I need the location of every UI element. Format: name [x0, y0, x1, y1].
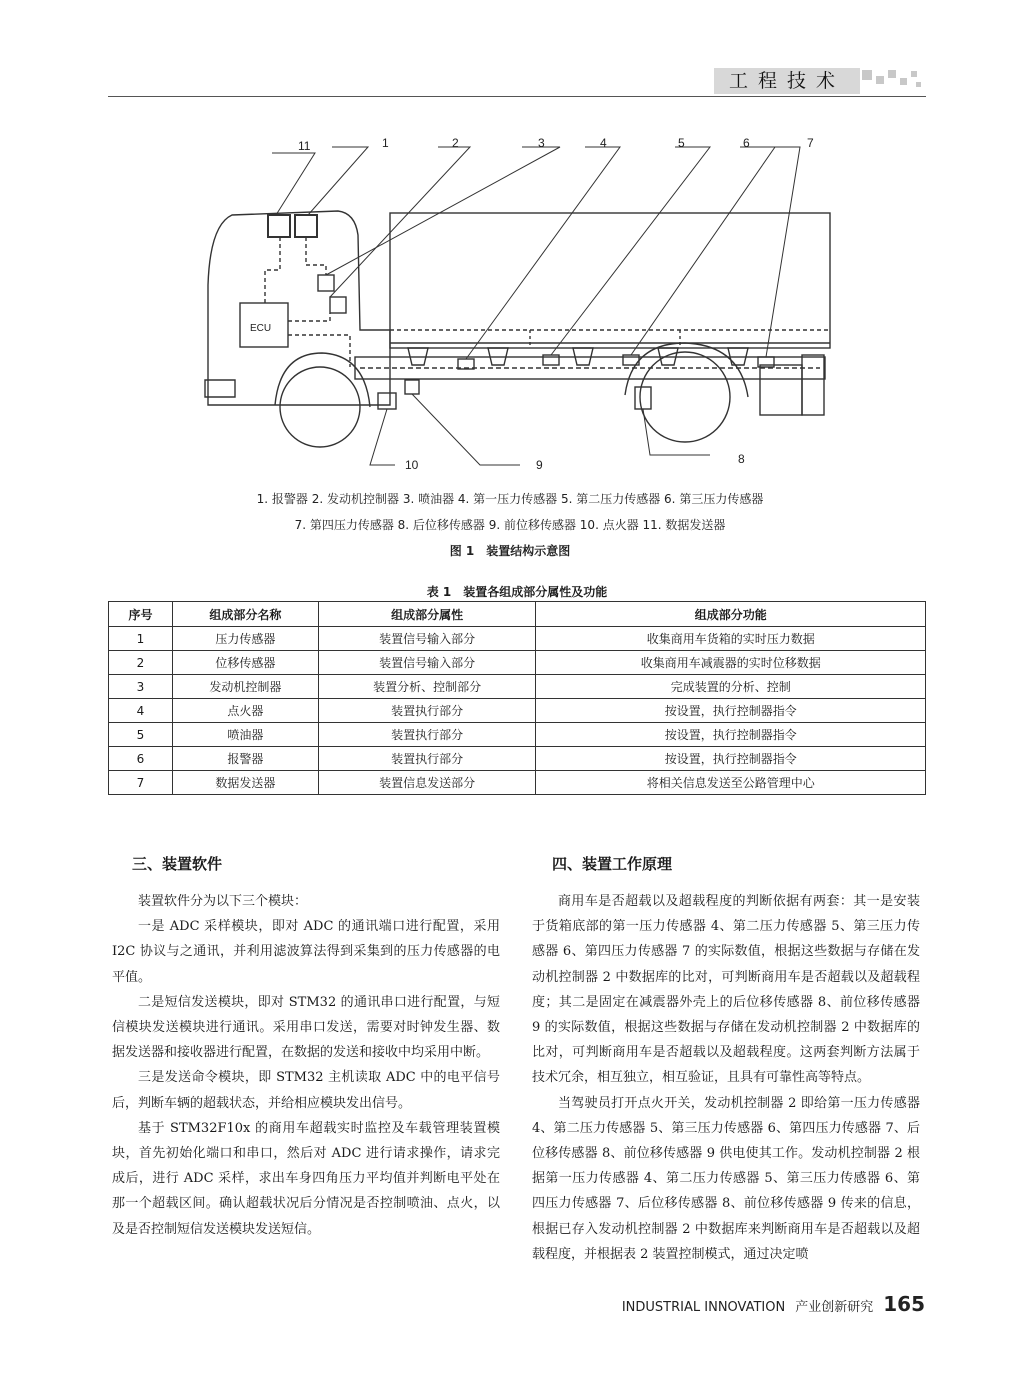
table-cell: 1 — [109, 627, 173, 651]
page-footer — [622, 1292, 925, 1316]
table-cell: 按设置，执行控制器指令 — [536, 747, 926, 771]
table-cell: 位移传感器 — [172, 651, 318, 675]
paragraph: 三是发送命令模块，即 STM32 主机读取 ADC 中的电平信号后，判断车辆的超载状态，并给相应模块发出信号。 — [112, 1070, 500, 1111]
rear-wheel — [640, 352, 730, 442]
decor-square — [900, 78, 907, 85]
decor-square — [911, 71, 917, 77]
front-wheel-arch — [275, 353, 370, 407]
table-header-row — [109, 602, 926, 627]
section-tag: 工程技术 — [714, 68, 860, 94]
table-row — [109, 651, 926, 675]
paragraph: 一是 ADC 采样模块，即对 ADC 的通讯端口进行配置，采用 I2C 协议与之通讯，并利用滤波算法得到采集到的压力传感器的电平值。 — [112, 919, 500, 985]
table-row — [109, 723, 926, 747]
sensor-9 — [405, 380, 419, 394]
table-row — [109, 771, 926, 795]
data-sender-11 — [268, 215, 290, 237]
left-column — [112, 853, 500, 1242]
ecu-label: ECU — [250, 323, 272, 334]
table-cell: 收集商用车货箱的实时压力数据 — [536, 627, 926, 651]
right-column — [532, 853, 920, 1267]
alarm-1 — [295, 215, 317, 237]
callout-8: 8 — [738, 452, 745, 466]
table-header: 组成部分属性 — [318, 602, 536, 627]
truck-diagram — [180, 125, 840, 480]
igniter-10 — [378, 393, 396, 409]
table-header: 序号 — [109, 602, 173, 627]
callout-6: 6 — [743, 136, 750, 150]
decor-square — [862, 70, 872, 80]
paragraph: 当驾驶员打开点火开关，发动机控制器 2 即给第一压力传感器 4、第二压力传感器 5、第三压力传感器 6、第四压力传感器 7、后位移传感器 8、前位移传感器 9 供电使其工作。发动机控制器 2 根据第一压力传感器 4、第二压力传感器 5、第三压力传感器 6、第四压力传感器 7、后位移传感器 8、前位移传感器 9 传来的信息，根据已存入发动机控制器 2 中数据库来判断商用车是否超载以及超载程度，并根据表 2 装置控制模式，通过决定喷 — [532, 1095, 920, 1262]
table-cell: 按设置，执行控制器指令 — [536, 699, 926, 723]
callout-3: 3 — [538, 136, 545, 150]
journal-name-cn: 产业创新研究 — [795, 1300, 874, 1315]
table-cell: 装置信息发送部分 — [318, 771, 536, 795]
table-cell: 装置执行部分 — [318, 699, 536, 723]
journal-name-en: INDUSTRIAL INNOVATION — [621, 1300, 786, 1315]
callout-9: 9 — [536, 458, 543, 472]
injector-3 — [318, 275, 334, 291]
table-cell: 报警器 — [172, 747, 318, 771]
decor-square — [876, 76, 884, 84]
table-cell: 5 — [109, 723, 173, 747]
callout-7: 7 — [807, 136, 814, 150]
table-cell: 6 — [109, 747, 173, 771]
sensor-8 — [635, 387, 651, 409]
table-cell: 发动机控制器 — [172, 675, 318, 699]
table-cell: 装置执行部分 — [318, 723, 536, 747]
front-wheel — [280, 367, 360, 447]
paragraph: 二是短信发送模块，即对 STM32 的通讯串口进行配置，与短信模块发送模块进行通讯。采用串口发送，需要对时钟发生器、数据发送器和接收器进行配置，在数据的发送和接收中均采用中断。 — [112, 994, 500, 1061]
table-header: 组成部分名称 — [172, 602, 318, 627]
callout-11: 11 — [298, 139, 311, 153]
table-header: 组成部分功能 — [536, 602, 926, 627]
decor-square — [888, 70, 896, 78]
paragraph: 基于 STM32F10x 的商用车超载实时监控及车载管理装置模块，首先初始化端口和串口，然后对 ADC 进行请求操作，请求完成后，进行 ADC 采样，求出车身四角压力平均值并判断电平处在那一个超载区间。确认超载状况后分情况是否控制喷油、点火，以及是否控制短信发送模块发送短信。 — [112, 1120, 500, 1237]
figure-legend-line-2: 7. 第四压力传感器 8. 后位移传感器 9. 前位移传感器 10. 点火器 11. 数据发送器 — [294, 518, 726, 532]
table-cell: 数据发送器 — [172, 771, 318, 795]
table-cell: 装置执行部分 — [318, 747, 536, 771]
cab-outline — [208, 211, 390, 405]
table-cell: 完成装置的分析、控制 — [536, 675, 926, 699]
table-cell: 4 — [109, 699, 173, 723]
paragraph: 商用车是否超载以及超载程度的判断依据有两套：其一是安装于货箱底部的第一压力传感器 4、第二压力传感器 5、第三压力传感器 6、第四压力传感器 7 的实际数值，根据这些数据与存储在发动机控制器 2 中数据库的比对，可判断商用车是否超载以及超载程度；其二是固定在减震器外壳上的后位移传感器 8、前位移传感器 9 的实际数值，根据这些数据与存储在发动机控制器 2 中数据库的比对，可判断商用车是否超载以及超载程度。这两套判断方法属于技术冗余，相互独立，相互验证，且具有可靠性高等特点。 — [532, 894, 920, 1086]
page-number: 165 — [883, 1292, 925, 1316]
table-row — [109, 675, 926, 699]
components-table — [108, 601, 926, 795]
cargo-box — [390, 213, 830, 348]
section-heading: 四、装置工作原理 — [552, 855, 673, 873]
table-cell: 喷油器 — [172, 723, 318, 747]
figure-caption: 图 1 装置结构示意图 — [449, 544, 571, 558]
table-cell: 装置信号输入部分 — [318, 627, 536, 651]
paragraph: 装置软件分为以下三个模块： — [138, 894, 308, 909]
table-cell: 7 — [109, 771, 173, 795]
table-row — [109, 627, 926, 651]
table-cell: 将相关信息发送至公路管理中心 — [536, 771, 926, 795]
callout-1: 1 — [382, 136, 389, 150]
bumper — [205, 380, 235, 397]
callout-2: 2 — [452, 136, 459, 150]
table-cell: 点火器 — [172, 699, 318, 723]
callout-4: 4 — [600, 136, 607, 150]
table-row — [109, 747, 926, 771]
table-row — [109, 699, 926, 723]
callout-5: 5 — [678, 136, 685, 150]
decor-square — [916, 82, 921, 87]
table-cell: 按设置，执行控制器指令 — [536, 723, 926, 747]
header-rule — [108, 96, 926, 97]
callout-10: 10 — [405, 458, 419, 472]
table-cell: 收集商用车减震器的实时位移数据 — [536, 651, 926, 675]
table-title: 表 1 装置各组成部分属性及功能 — [426, 585, 608, 599]
table-cell: 装置分析、控制部分 — [318, 675, 536, 699]
controller-2 — [330, 297, 346, 313]
table-cell: 装置信号输入部分 — [318, 651, 536, 675]
table-cell: 3 — [109, 675, 173, 699]
table-cell: 压力传感器 — [172, 627, 318, 651]
section-heading: 三、装置软件 — [132, 855, 223, 873]
figure-legend-line-1: 1. 报警器 2. 发动机控制器 3. 喷油器 4. 第一压力传感器 5. 第二压力传感器 6. 第三压力传感器 — [256, 492, 764, 506]
table-cell: 2 — [109, 651, 173, 675]
